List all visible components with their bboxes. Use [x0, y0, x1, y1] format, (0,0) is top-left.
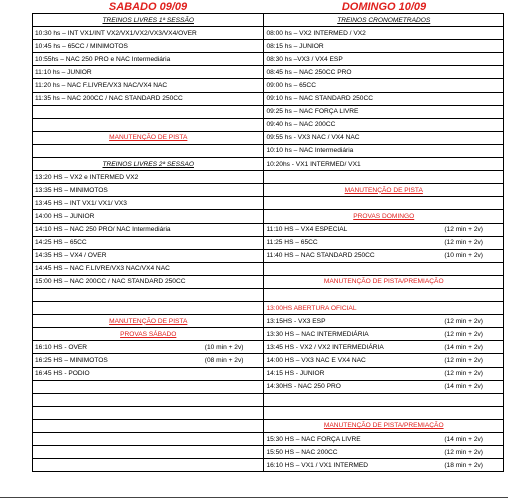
event-text: 14:10 HS – NAC 250 PRO/ NAC Intermediária: [35, 226, 171, 234]
duration-text: (12 min + 2v): [444, 370, 483, 378]
event-text: 11:35 hs – NAC 200CC / NAC STANDARD 250CC: [35, 95, 183, 103]
saturday-cell: [33, 341, 264, 354]
event-text: 08:30 hs –VX3 / VX4 ESP: [266, 55, 343, 63]
event-text: 09:00 hs – 65CC: [266, 82, 316, 90]
sunday-cell: [264, 249, 504, 262]
sunday-cell: [264, 262, 504, 275]
sunday-cell: [264, 223, 504, 236]
sunday-cell: [264, 446, 504, 459]
event-text: 11:20 hs – NAC F.LIVRE/VX3 NAC/VX4 NAC: [35, 82, 168, 90]
schedule-row: [33, 236, 504, 249]
sunday-cell: [264, 40, 504, 53]
event-text: 08:00 hs – VX2 INTERMED / VX2: [266, 29, 366, 37]
event-text: 09:55 hs - VX3 NAC / VX4 NAC: [266, 134, 360, 142]
sunday-cell: [264, 380, 504, 393]
event-text: TREINOS LIVRES 2ª SESSAO: [102, 160, 194, 168]
saturday-cell: [33, 459, 264, 472]
sunday-cell: [264, 354, 504, 367]
event-text: 16:10 HS – VX1 / VX1 INTERMED: [266, 461, 368, 469]
event-text: 10:10 hs – NAC Intermediária: [266, 147, 354, 155]
event-text: 09:10 hs – NAC STANDARD 250CC: [266, 95, 373, 103]
sunday-cell: [264, 288, 504, 301]
schedule-row: [33, 171, 504, 184]
sunday-cell: [264, 105, 504, 118]
schedule-row: [33, 40, 504, 53]
event-text: 10:20hs - VX1 INTERMED/ VX1: [266, 160, 361, 168]
saturday-cell: [33, 393, 264, 406]
saturday-cell: [33, 171, 264, 184]
event-text: MANUTENÇÃO DE PISTA/PREMIAÇÃO: [323, 422, 444, 430]
schedule-row: [33, 380, 504, 393]
schedule-row: [33, 393, 504, 406]
schedule-row: [33, 66, 504, 79]
event-text: 11:10 hs – JUNIOR: [35, 68, 92, 76]
schedule-row: [33, 144, 504, 157]
sunday-cell: [264, 14, 504, 27]
sunday-cell: [264, 341, 504, 354]
duration-text: (18 min + 2v): [444, 461, 483, 469]
event-text: 09:25 hs – NAC FORÇA LIVRE: [266, 108, 359, 116]
sunday-cell: [264, 275, 504, 288]
sunday-header: DOMINGO 10/09: [341, 1, 427, 13]
sunday-cell: [264, 406, 504, 419]
sunday-cell: [264, 27, 504, 40]
event-text: 13:00HS ABERTURA OFICIAL: [266, 304, 357, 312]
sunday-cell: [264, 171, 504, 184]
saturday-cell: [33, 302, 264, 315]
saturday-cell: [33, 118, 264, 131]
schedule-row: [33, 341, 504, 354]
duration-text: (10 min + 2v): [444, 252, 483, 260]
saturday-cell: [33, 210, 264, 223]
event-text: 14:30HS - NAC 250 PRO: [266, 383, 341, 391]
schedule-row: [33, 446, 504, 459]
duration-text: (12 min + 2v): [444, 330, 483, 338]
event-text: MANUTENÇÃO DE PISTA: [344, 186, 423, 194]
sunday-cell: [264, 367, 504, 380]
saturday-cell: [33, 131, 264, 144]
saturday-cell: [33, 105, 264, 118]
schedule-row: [33, 92, 504, 105]
event-text: 09:40 hs – NAC 200CC: [266, 121, 336, 129]
event-text: PROVAS DOMINGO: [353, 212, 415, 220]
duration-text: (14 min + 2v): [444, 435, 483, 443]
sunday-cell: [264, 79, 504, 92]
sunday-cell: [264, 53, 504, 66]
schedule-row: [33, 210, 504, 223]
event-text: 14:35 HS – VX4 / OVER: [35, 252, 107, 260]
schedule-row: [33, 197, 504, 210]
schedule-row: [33, 184, 504, 197]
sunday-cell: [264, 210, 504, 223]
event-text: PROVAS SÁBADO: [120, 330, 177, 338]
schedule-row: [33, 223, 504, 236]
schedule-row: [33, 419, 504, 432]
event-text: MANUTENÇÃO DE PISTA: [109, 317, 188, 325]
schedule-row: [33, 354, 504, 367]
schedule-row: [33, 367, 504, 380]
schedule-row: [33, 275, 504, 288]
saturday-cell: [33, 158, 264, 171]
event-text: 13:35 HS – MINIMOTOS: [35, 186, 108, 194]
event-text: 13:30 HS – NAC INTERMEDIÁRIA: [266, 330, 369, 338]
page-bottom-rule: [0, 497, 508, 498]
sunday-cell: [264, 131, 504, 144]
event-text: 08:45 hs – NAC 250CC PRO: [266, 68, 352, 76]
sunday-cell: [264, 419, 504, 432]
saturday-cell: [33, 223, 264, 236]
sunday-cell: [264, 236, 504, 249]
saturday-cell: [33, 53, 264, 66]
saturday-cell: [33, 66, 264, 79]
sunday-cell: [264, 459, 504, 472]
schedule-row: [33, 27, 504, 40]
event-text: TREINOS CRONOMETRADOS: [337, 16, 431, 24]
saturday-cell: [33, 328, 264, 341]
sunday-cell: [264, 433, 504, 446]
event-text: 14:00 HS – JUNIOR: [35, 212, 95, 220]
schedule-row: [33, 249, 504, 262]
event-text: 13:45 HS - VX2 / VX2 INTERMEDIÁRIA: [266, 343, 384, 351]
event-text: TREINOS LIVRES 1ª SESSÃO: [102, 16, 194, 24]
duration-text: (12 min + 2v): [444, 226, 483, 234]
saturday-cell: [33, 419, 264, 432]
saturday-cell: [33, 446, 264, 459]
saturday-cell: [33, 367, 264, 380]
duration-text: (12 min + 2v): [444, 356, 483, 364]
event-text: 15:30 HS – NAC FORÇA LIVRE: [266, 435, 361, 443]
event-text: 08:15 hs – JUNIOR: [266, 42, 324, 50]
duration-text: (14 min + 2v): [444, 343, 483, 351]
event-text: 16:25 HS – MINIMOTOS: [35, 356, 108, 364]
event-text: 13:20 HS – VX2 e INTERMED VX2: [35, 173, 139, 181]
sunday-cell: [264, 197, 504, 210]
schedule-table: [32, 13, 504, 472]
event-text: 10:30 hs – INT VX1/INT VX2/VX1/VX2/VX3/VX4/OVER: [35, 29, 197, 37]
sunday-cell: [264, 158, 504, 171]
schedule-row: [33, 105, 504, 118]
sunday-cell: [264, 92, 504, 105]
schedule-row: [33, 433, 504, 446]
duration-text: (10 min + 2v): [204, 343, 244, 351]
saturday-cell: [33, 275, 264, 288]
saturday-cell: [33, 40, 264, 53]
sunday-cell: [264, 144, 504, 157]
schedule-row: [33, 459, 504, 472]
saturday-cell: [33, 79, 264, 92]
schedule-row: [33, 118, 504, 131]
duration-text: (12 min + 2v): [444, 448, 483, 456]
event-text: 14:25 HS – 65CC: [35, 239, 87, 247]
event-text: 16:45 HS - PODIO: [35, 370, 90, 378]
schedule-row: [33, 131, 504, 144]
event-text: 16:10 HS - OVER: [35, 343, 88, 351]
schedule-row: [33, 158, 504, 171]
saturday-cell: [33, 144, 264, 157]
event-text: 13:45 HS – INT VX1/ VX1/ VX3: [35, 199, 127, 207]
schedule-sheet: [32, 0, 504, 500]
event-text: 11:10 HS – VX4 ESPECIAL: [266, 226, 348, 234]
event-text: 14:45 HS – NAC F.LIVRE/VX3 NAC/VX4 NAC: [35, 265, 170, 273]
saturday-cell: [33, 288, 264, 301]
saturday-cell: [33, 92, 264, 105]
schedule-row: [33, 315, 504, 328]
duration-text: (08 min + 2v): [204, 356, 244, 364]
event-text: 14:00 HS – VX3 NAC E VX4 NAC: [266, 356, 366, 364]
saturday-cell: [33, 236, 264, 249]
sunday-cell: [264, 315, 504, 328]
event-text: 11:40 HS – NAC STANDARD 250CC: [266, 252, 375, 260]
schedule-row: [33, 53, 504, 66]
event-text: 13:15HS - VX3 ESP: [266, 317, 326, 325]
sunday-cell: [264, 328, 504, 341]
saturday-cell: [33, 262, 264, 275]
sunday-cell: [264, 302, 504, 315]
duration-text: (14 min + 2v): [444, 383, 483, 391]
duration-text: (12 min + 2v): [444, 239, 483, 247]
event-text: 15:50 HS – NAC 200CC: [266, 448, 338, 456]
saturday-cell: [33, 184, 264, 197]
sunday-cell: [264, 393, 504, 406]
saturday-cell: [33, 27, 264, 40]
schedule-row: [33, 262, 504, 275]
saturday-cell: [33, 354, 264, 367]
sunday-cell: [264, 118, 504, 131]
saturday-cell: [33, 14, 264, 27]
schedule-row: [33, 79, 504, 92]
event-text: MANUTENÇÃO DE PISTA: [109, 134, 188, 142]
saturday-cell: [33, 380, 264, 393]
saturday-cell: [33, 406, 264, 419]
saturday-cell: [33, 315, 264, 328]
saturday-cell: [33, 433, 264, 446]
saturday-cell: [33, 197, 264, 210]
event-text: 11:25 HS – 65CC: [266, 239, 318, 247]
event-text: 14:15 HS - JUNIOR: [266, 370, 325, 378]
schedule-row: [33, 288, 504, 301]
event-text: MANUTENÇÃO DE PISTA/PREMIAÇÃO: [323, 278, 444, 286]
event-text: 10:55hs – NAC 250 PRO e NAC Intermediária: [35, 55, 171, 63]
sunday-cell: [264, 184, 504, 197]
schedule-row: [33, 302, 504, 315]
saturday-cell: [33, 249, 264, 262]
saturday-header: SABADO 09/09: [108, 1, 188, 13]
duration-text: (12 min + 2v): [444, 317, 483, 325]
schedule-row: [33, 406, 504, 419]
event-text: 15:00 HS – NAC 200CC / NAC STANDARD 250CC: [35, 278, 186, 286]
event-text: 10:45 hs – 65CC / MINIMOTOS: [35, 42, 128, 50]
schedule-row: [33, 328, 504, 341]
sunday-cell: [264, 66, 504, 79]
schedule-row: [33, 14, 504, 27]
